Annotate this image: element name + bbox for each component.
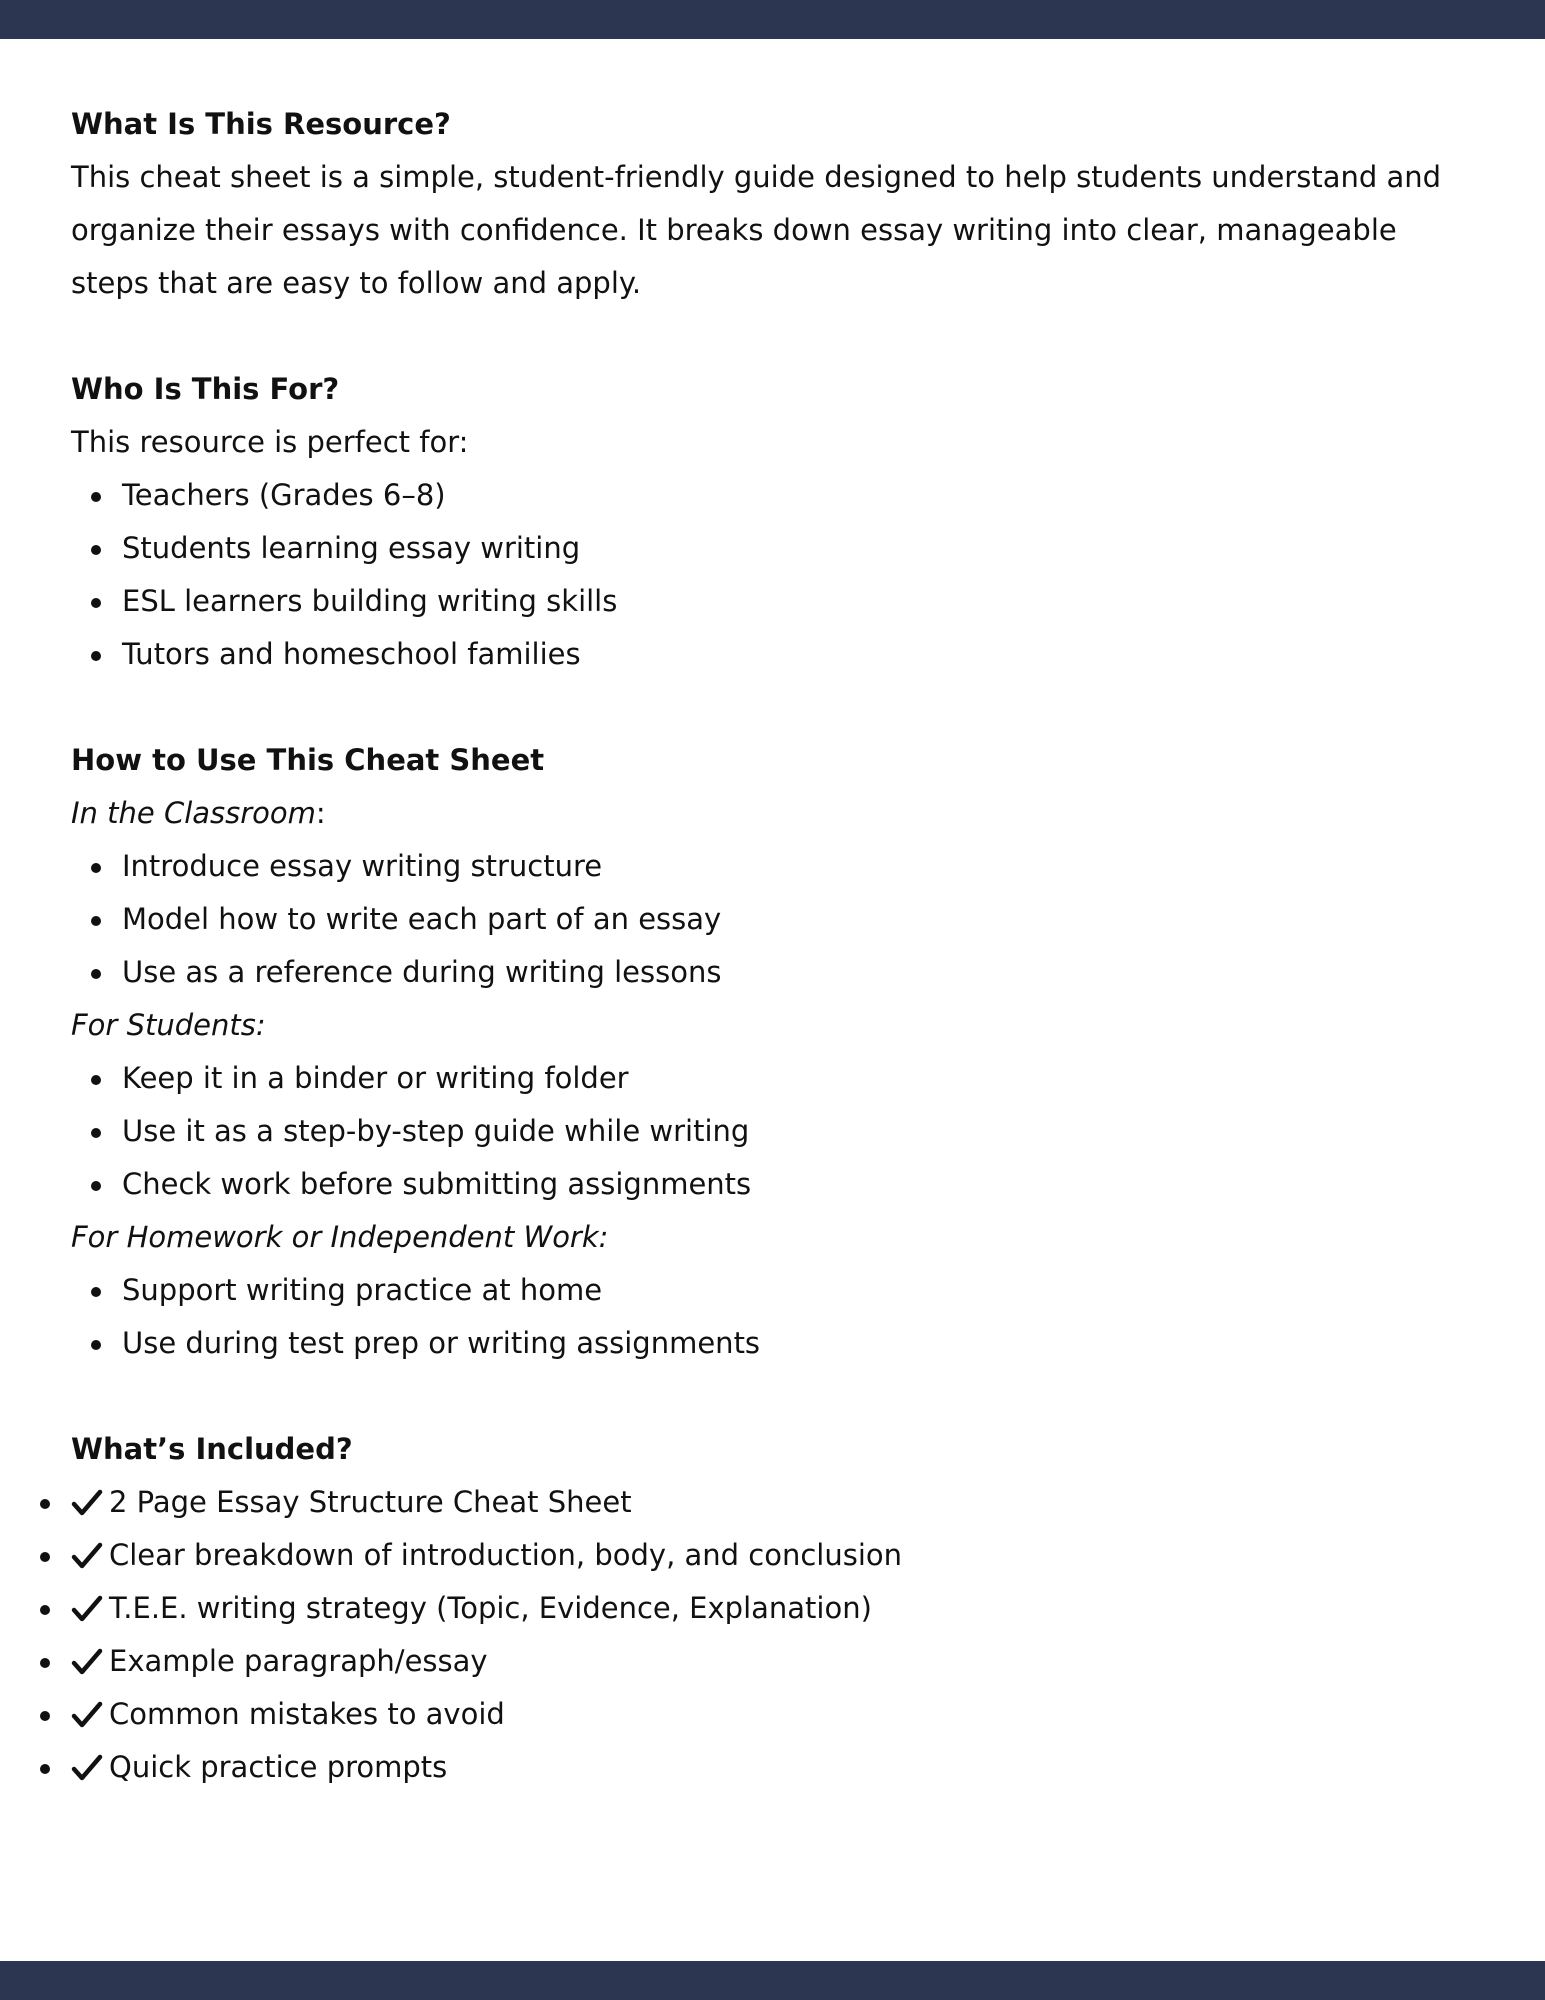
students-list <box>71 1052 1481 1211</box>
checklist-item <box>71 1741 1481 1794</box>
checklist-item-label: T.E.E. writing strategy (Topic, Evidence, Explanation) <box>109 1591 872 1625</box>
checkmark-icon <box>71 1541 103 1571</box>
subheading-homework: For Homework or Independent Work: <box>71 1220 609 1254</box>
checkmark-icon <box>71 1647 103 1677</box>
classroom-list <box>71 840 1481 999</box>
homework-list <box>71 1264 1481 1370</box>
checkmark-icon <box>71 1700 103 1730</box>
checklist-item-label: Quick practice prompts <box>109 1750 448 1784</box>
section-what-is-this <box>71 98 1481 310</box>
bottom-banner-bar <box>0 1961 1545 2000</box>
list-item: Use as a reference during writing lessons <box>122 946 1481 999</box>
checkmark-icon <box>71 1594 103 1624</box>
list-item: Check work before submitting assignments <box>122 1158 1481 1211</box>
section-heading: What Is This Resource? <box>71 107 451 141</box>
list-item: Keep it in a binder or writing folder <box>122 1052 1481 1105</box>
section-heading: What’s Included? <box>71 1432 353 1466</box>
checklist-item <box>71 1582 1481 1635</box>
section-who-is-this-for <box>71 363 1481 681</box>
subheading-label: In the Classroom <box>71 796 316 830</box>
section-how-to-use <box>71 734 1481 1370</box>
list-item: ESL learners building writing skills <box>122 575 1481 628</box>
checkmark-icon <box>71 1488 103 1518</box>
top-banner-bar <box>0 0 1545 39</box>
list-item: Use it as a step-by-step guide while writing <box>122 1105 1481 1158</box>
document-body <box>71 98 1481 1794</box>
list-item: Teachers (Grades 6–8) <box>122 469 1481 522</box>
section-heading: Who Is This For? <box>71 372 340 406</box>
section-paragraph: This cheat sheet is a simple, student-friendly guide designed to help students understand and organize their essays with confidence. It breaks down essay writing into clear, manageable steps that are easy to follow and apply. <box>71 160 1442 300</box>
list-item: Tutors and homeschool families <box>122 628 1481 681</box>
checklist-item <box>71 1476 1481 1529</box>
section-heading: How to Use This Cheat Sheet <box>71 743 545 777</box>
checklist-item <box>71 1688 1481 1741</box>
audience-list <box>71 469 1481 681</box>
subheading-students: For Students: <box>71 1008 266 1042</box>
checklist-item-label: Common mistakes to avoid <box>109 1697 505 1731</box>
list-item: Model how to write each part of an essay <box>122 893 1481 946</box>
list-item: Support writing practice at home <box>122 1264 1481 1317</box>
list-item: Introduce essay writing structure <box>122 840 1481 893</box>
subheading-classroom <box>71 787 1481 840</box>
section-intro: This resource is perfect for: <box>71 425 469 459</box>
included-checklist <box>71 1476 1481 1794</box>
section-whats-included <box>71 1423 1481 1794</box>
subheading-colon: : <box>315 796 326 830</box>
list-item: Students learning essay writing <box>122 522 1481 575</box>
checklist-item <box>71 1635 1481 1688</box>
checkmark-icon <box>71 1753 103 1783</box>
checklist-item-label: 2 Page Essay Structure Cheat Sheet <box>109 1485 632 1519</box>
checklist-item-label: Clear breakdown of introduction, body, and conclusion <box>109 1538 903 1572</box>
checklist-item-label: Example paragraph/essay <box>109 1644 488 1678</box>
checklist-item <box>71 1529 1481 1582</box>
list-item: Use during test prep or writing assignments <box>122 1317 1481 1370</box>
